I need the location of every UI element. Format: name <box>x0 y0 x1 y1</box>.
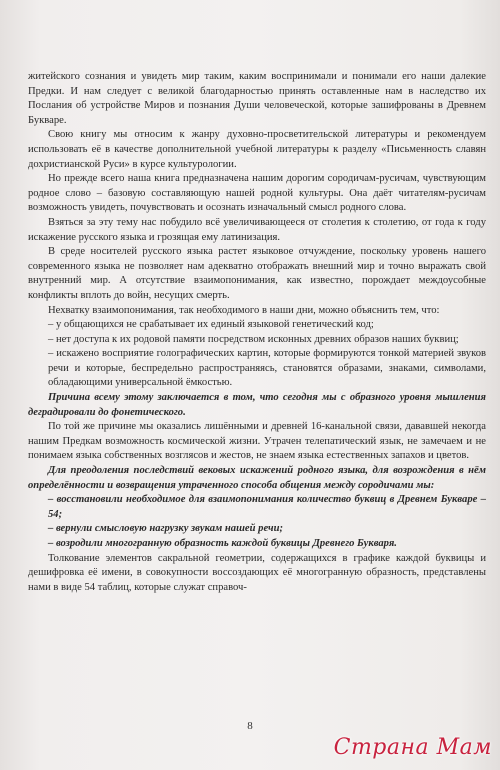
emphasized-list-item: – вернули смысловую нагрузку звукам нашей речи; <box>48 523 284 535</box>
emphasized-paragraph: Причина всему этому заключается в том, что сегодня мы с образного уровня мышления деградировали до фонетического. <box>28 392 486 418</box>
paragraph: По той же причине мы оказались лишёнными и древней 16-канальной связи, дававшей некогда нашим Предкам возможность космической жизни. Утрачен телепатический язык, не замечаем и не понимаем языка собственных возглясов и жестов, не знаем языка естественных запахов и цветов. <box>28 421 486 462</box>
watermark-logo: Страна Мам <box>333 735 492 760</box>
paragraph: Взяться за эту тему нас побудило всё увеличивающееся от столетия к столетию, от года к году искажение русского языка и грозящая ему латинизация. <box>28 216 486 243</box>
emphasized-paragraph: Для преодоления последствий вековых искажений родного языка, для возрождения в нём определённости и возвращения утраченного способа общения между сородичами мы: <box>28 465 486 491</box>
emphasized-list-item: – возродили многогранную образность каждой буквицы Древнего Букваря. <box>48 538 397 549</box>
paragraph: Нехватку взаимопонимания, так необходимого в наши дни, можно объяснить тем, что: <box>48 304 440 316</box>
list-item: – у общающихся не срабатывает их единый языковой генетический код; <box>48 319 374 331</box>
paragraph: Свою книгу мы относим к жанру духовно-просветительской литературы и рекомендуем использовать её в качестве дополнительной учебной литературы к разделу «Письменность славян дохристианской Руси» в курсе культурологии. <box>28 129 486 170</box>
paragraph: житейского сознания и увидеть мир таким, каким воспринимали и понимали его наши далекие Предки. И нам следует с великой благодарностью принять оставленные нам в наследство их Послания об устройстве Миров и познания Души человеческой, которые зашифрованы в Древнем Букваре. <box>28 71 486 126</box>
paragraph: Но прежде всего наша книга предназначена нашим дорогим сородичам-русичам, чувствующим родное слово – базовую составляющую нашей родной культуры. Она даёт читателям-русичам возможность увидеть, почувствовать и осознать изначальный смысл родного слова. <box>28 173 486 214</box>
page-number: 8 <box>247 720 253 732</box>
list-item: – нет доступа к их родовой памяти посредством исконных древних образов наших буквиц; <box>48 333 459 345</box>
page-text <box>28 70 486 595</box>
emphasized-list-item: – восстановили необходимое для взаимопонимания количество буквиц в Древнем Букваре – 54; <box>48 494 486 520</box>
paragraph: В среде носителей русского языка растет языковое отчуждение, поскольку уровень нашего современного языка не позволяет нам адекватно отображать внешний мир и точно выражать свой внутренний мир. А отсутствие взаимопонимания, как известно, порождает междоусобные конфликты вплоть до войн, несущих смерть. <box>28 246 486 301</box>
list-item: – искажено восприятие голографических картин, которые формируются тонкой материей звуков речи и которые, беспредельно распространяясь, становятся образами, знаками, символами, обладающими универсальной ёмкостью. <box>48 348 486 389</box>
paragraph: Толкование элементов сакральной геометрии, содержащихся в графике каждой буквицы и дешифровка её имени, в совокупности воссоздающих её многогранную образность, представлены нами в виде 54 таблиц, которые служат справоч- <box>28 552 486 593</box>
